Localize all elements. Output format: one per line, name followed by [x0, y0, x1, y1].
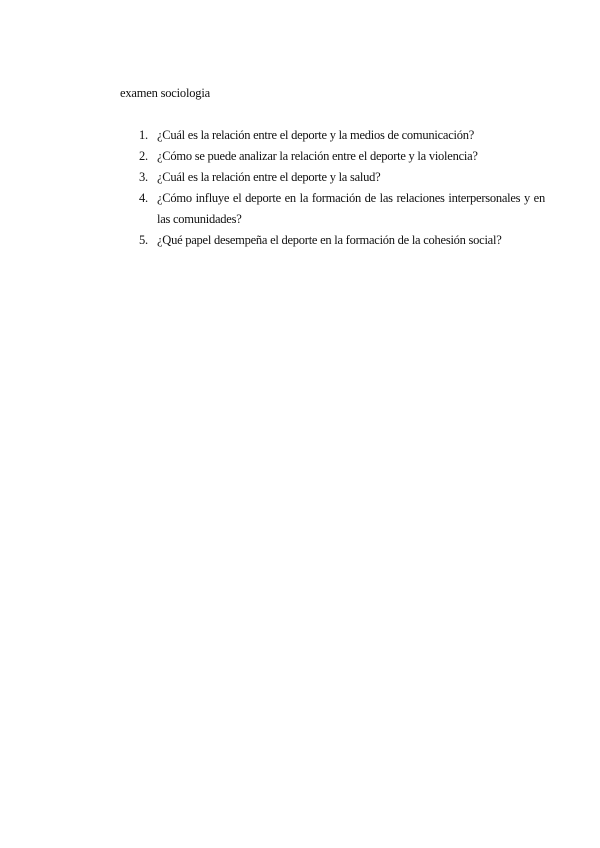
question-number: 3.: [139, 170, 148, 184]
question-text: ¿Cuál es la relación entre el deporte y la medios de comunicación?: [157, 128, 475, 142]
question-number: 1.: [139, 128, 148, 142]
question-number: 2.: [139, 149, 148, 163]
question-text: ¿Qué papel desempeña el deporte en la formación de la cohesión social?: [157, 233, 502, 247]
question-list: [120, 125, 545, 251]
question-item-2: [120, 146, 545, 167]
question-text: ¿Cuál es la relación entre el deporte y la salud?: [157, 170, 381, 184]
document-title: examen sociologia: [120, 86, 210, 100]
question-text: ¿Cómo se puede analizar la relación entre el deporte y la violencia?: [157, 149, 478, 163]
question-text: ¿Cómo influye el deporte en la formación de las relaciones interpersonales y en las comunidades?: [157, 191, 545, 226]
question-number: 5.: [139, 233, 148, 247]
question-item-3: [120, 167, 545, 188]
question-item-4: [120, 188, 545, 230]
question-item-5: [120, 230, 545, 251]
question-number: 4.: [139, 191, 148, 205]
question-item-1: [120, 125, 545, 146]
